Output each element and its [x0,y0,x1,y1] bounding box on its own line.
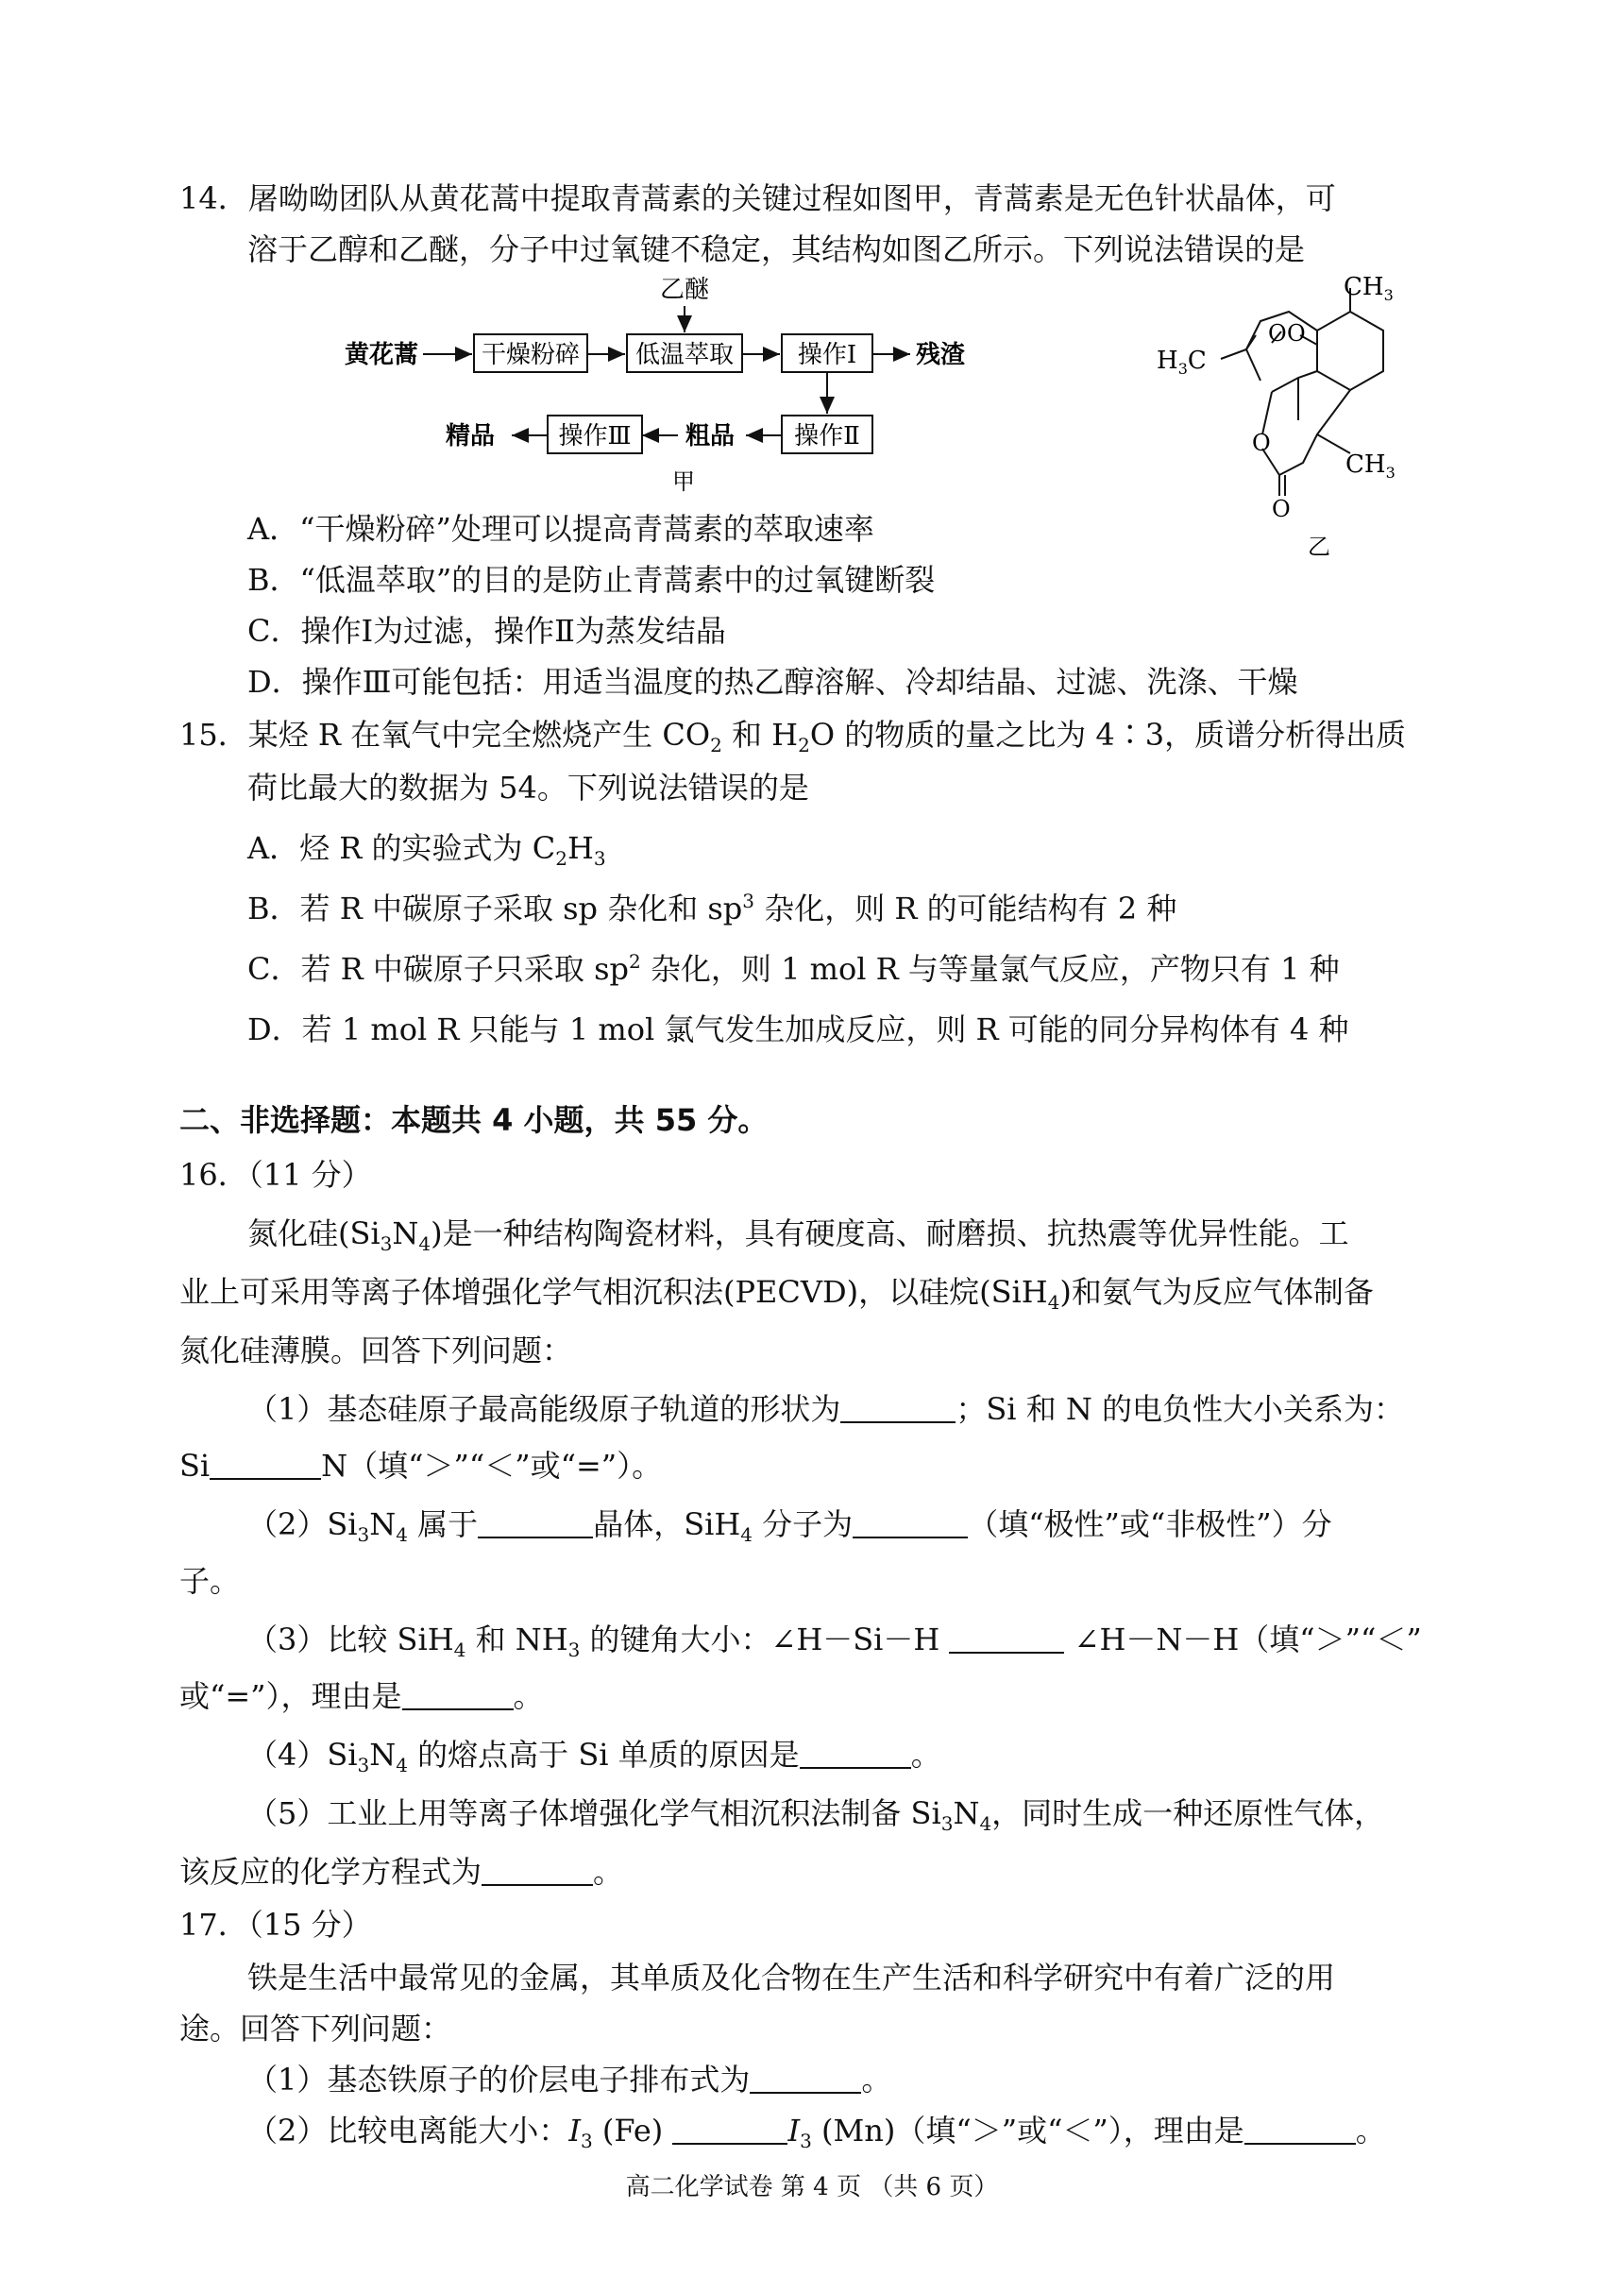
q16-part2-line1: $(2)Si_3N_4$ 属于 晶体，SiH$_4$ 分子为 （填“极性”或“非极性”）分 [247,1506,1332,1546]
q16-p2-blank2[interactable] [853,1508,968,1538]
page-footer: 高二化学试卷 第 4 页 （共 6 页） [625,2173,999,2201]
q14-stem-line1 [179,179,1336,217]
flow-crude-label: 粗品 [685,422,736,450]
flow-solvent-label: 乙醚 [659,276,710,304]
q16-part5-line1: （5）工业上用等离子体增强化学气相沉积法制备 $Si_3N_4$，同时生成一种还原性气体， [247,1795,1385,1835]
q14-option-a: A．“干燥粉碎”处理可以提高青蒿素的萃取速率 [247,511,874,547]
flow-op1-label: 操作Ⅰ [797,341,857,369]
struct-ch3-top: $CH_3$ [1344,273,1394,304]
q17-intro-line1: 铁是生活中最常见的金属，其单质及化合物在生产生活和科学研究中有着广泛的用 [247,1960,1336,1996]
q16-p1-blank1[interactable] [840,1393,956,1423]
struct-ch3-left: $H_3C$ [1157,347,1207,378]
flow-step1-label: 干燥粉碎 [481,341,581,369]
q16-intro-line1: 氮化硅$(Si_3N_4)$是一种结构陶瓷材料，具有硬度高、耐磨损、抗热震等优异性能。工 [247,1215,1349,1255]
q17-part2: （2）比较电离能大小：$I_3$ (Fe) $I_3$ (Mn)（填“＞”或“＜”），理由是 。 [247,2113,1386,2152]
q16-p5-blank[interactable] [482,1856,593,1886]
q14-stem-line2 [247,230,1305,268]
q15-stem-line2: 荷比最大的数据为 54。下列说法错误的是 [247,770,809,806]
q16-p2-blank1[interactable] [478,1508,593,1538]
q16-p3-blank2[interactable] [402,1680,514,1710]
q16-part5-line2: 该反应的化学方程式为 。 [179,1854,624,1890]
flow-caption: 甲 [672,468,695,495]
q14-option-c: C．操作Ⅰ为过滤，操作Ⅱ为蒸发结晶 [247,613,726,649]
q15-stem-line1: 15．某烃 R 在氧气中完全燃烧产生 $CO_2$ 和 $H_2O$ 的物质的量之比为 4∶3，质谱分析得出质 [179,717,1407,756]
q16-p1-blank2[interactable] [210,1450,321,1480]
q17-p1-blank[interactable] [750,2064,861,2094]
section-heading: 二、非选择题：本题共 4 小题，共 55 分。 [179,1102,769,1138]
q14-structure-diagram [1157,269,1468,562]
flow-residue-label: 残渣 [916,341,966,369]
struct-ch3-right: $CH_3$ [1345,450,1396,482]
q17-p2-blank2[interactable] [1244,2115,1356,2145]
flow-op3-label: 操作Ⅲ [558,422,632,450]
q16-part2-line2: 子。 [179,1563,241,1599]
q16-part3-line2: 或“=”），理由是 。 [179,1678,544,1714]
q16-part1-line2: Si N（填“＞”“＜”或“=”）。 [179,1448,663,1484]
q16-part3-line1: （3）比较 SiH$_4$ 和 $NH_3$ 的键角大小：∠H－Si－H ∠H－N－H（填“＞”“＜” [247,1622,1422,1661]
q16-p3-blank1[interactable] [949,1623,1064,1654]
q14-number: 14． [179,180,248,216]
q17-p2-blank1[interactable] [672,2115,787,2145]
q14-option-d: D．操作Ⅲ可能包括：用适当温度的热乙醇溶解、冷却结晶、过滤、洗涤、干燥 [247,664,1298,700]
q14-stem-text2: 溶于乙醇和乙醚，分子中过氧键不稳定，其结构如图乙所示。下列说法错误的是 [247,231,1306,267]
q16-intro-line2: 业上可采用等离子体增强化学气相沉积法(PECVD)，以硅烷(SiH$_4$)和氨气为反应气体制备 [179,1274,1374,1314]
q15-option-d: D．若 1 mol R 只能与 1 mol 氯气发生加成反应，则 R 可能的同分异构体有 4 种 [247,1011,1349,1047]
q17-part1: （1）基态铁原子的价层电子排布式为 。 [247,2062,892,2098]
q14-stem-text1: 屠呦呦团队从黄花蒿中提取青蒿素的关键过程如图甲，青蒿素是无色针状晶体，可 [247,180,1336,216]
q17-intro-line2: 途。回答下列问题： [179,2011,452,2047]
q15-option-c: C．若 R 中碳原子只采取 $sp^2$ 杂化，则 1 mol R 与等量氯气反应，产物只有 1 种 [247,950,1340,987]
struct-o4: O [1272,496,1291,522]
q16-header: 16．（11 分） [179,1157,372,1193]
flow-op2-label: 操作Ⅱ [794,422,860,450]
q16-p4-blank[interactable] [800,1739,911,1769]
q16-intro-line3: 氮化硅薄膜。回答下列问题： [179,1333,573,1368]
struct-caption: 乙 [1308,534,1330,560]
q15-option-b: B．若 R 中碳原子采取 sp 杂化和 $sp^3$ 杂化，则 R 的可能结构有 2 种 [247,890,1177,926]
struct-o2: O [1287,320,1306,347]
q16-part4: $(4)Si_3N_4$ 的熔点高于 Si 单质的原因是 。 [247,1737,941,1776]
flow-start-label: 黄花蒿 [345,341,419,369]
q16-part1-line1: （1）基态硅原子最高能级原子轨道的形状为 ；Si 和 N 的电负性大小关系为： [247,1391,1405,1427]
q15-option-a: A．烃 R 的实验式为 $C_2H_3$ [247,830,606,870]
flow-product-label: 精品 [446,422,496,450]
q17-header: 17．（15 分） [179,1907,372,1943]
flow-step2-label: 低温萃取 [634,341,735,369]
struct-o3: O [1252,430,1271,456]
q14-option-b: B．“低温萃取”的目的是防止青蒿素中的过氧键断裂 [247,562,936,598]
q14-flow-diagram [340,274,982,501]
struct-o1: O [1268,320,1287,347]
